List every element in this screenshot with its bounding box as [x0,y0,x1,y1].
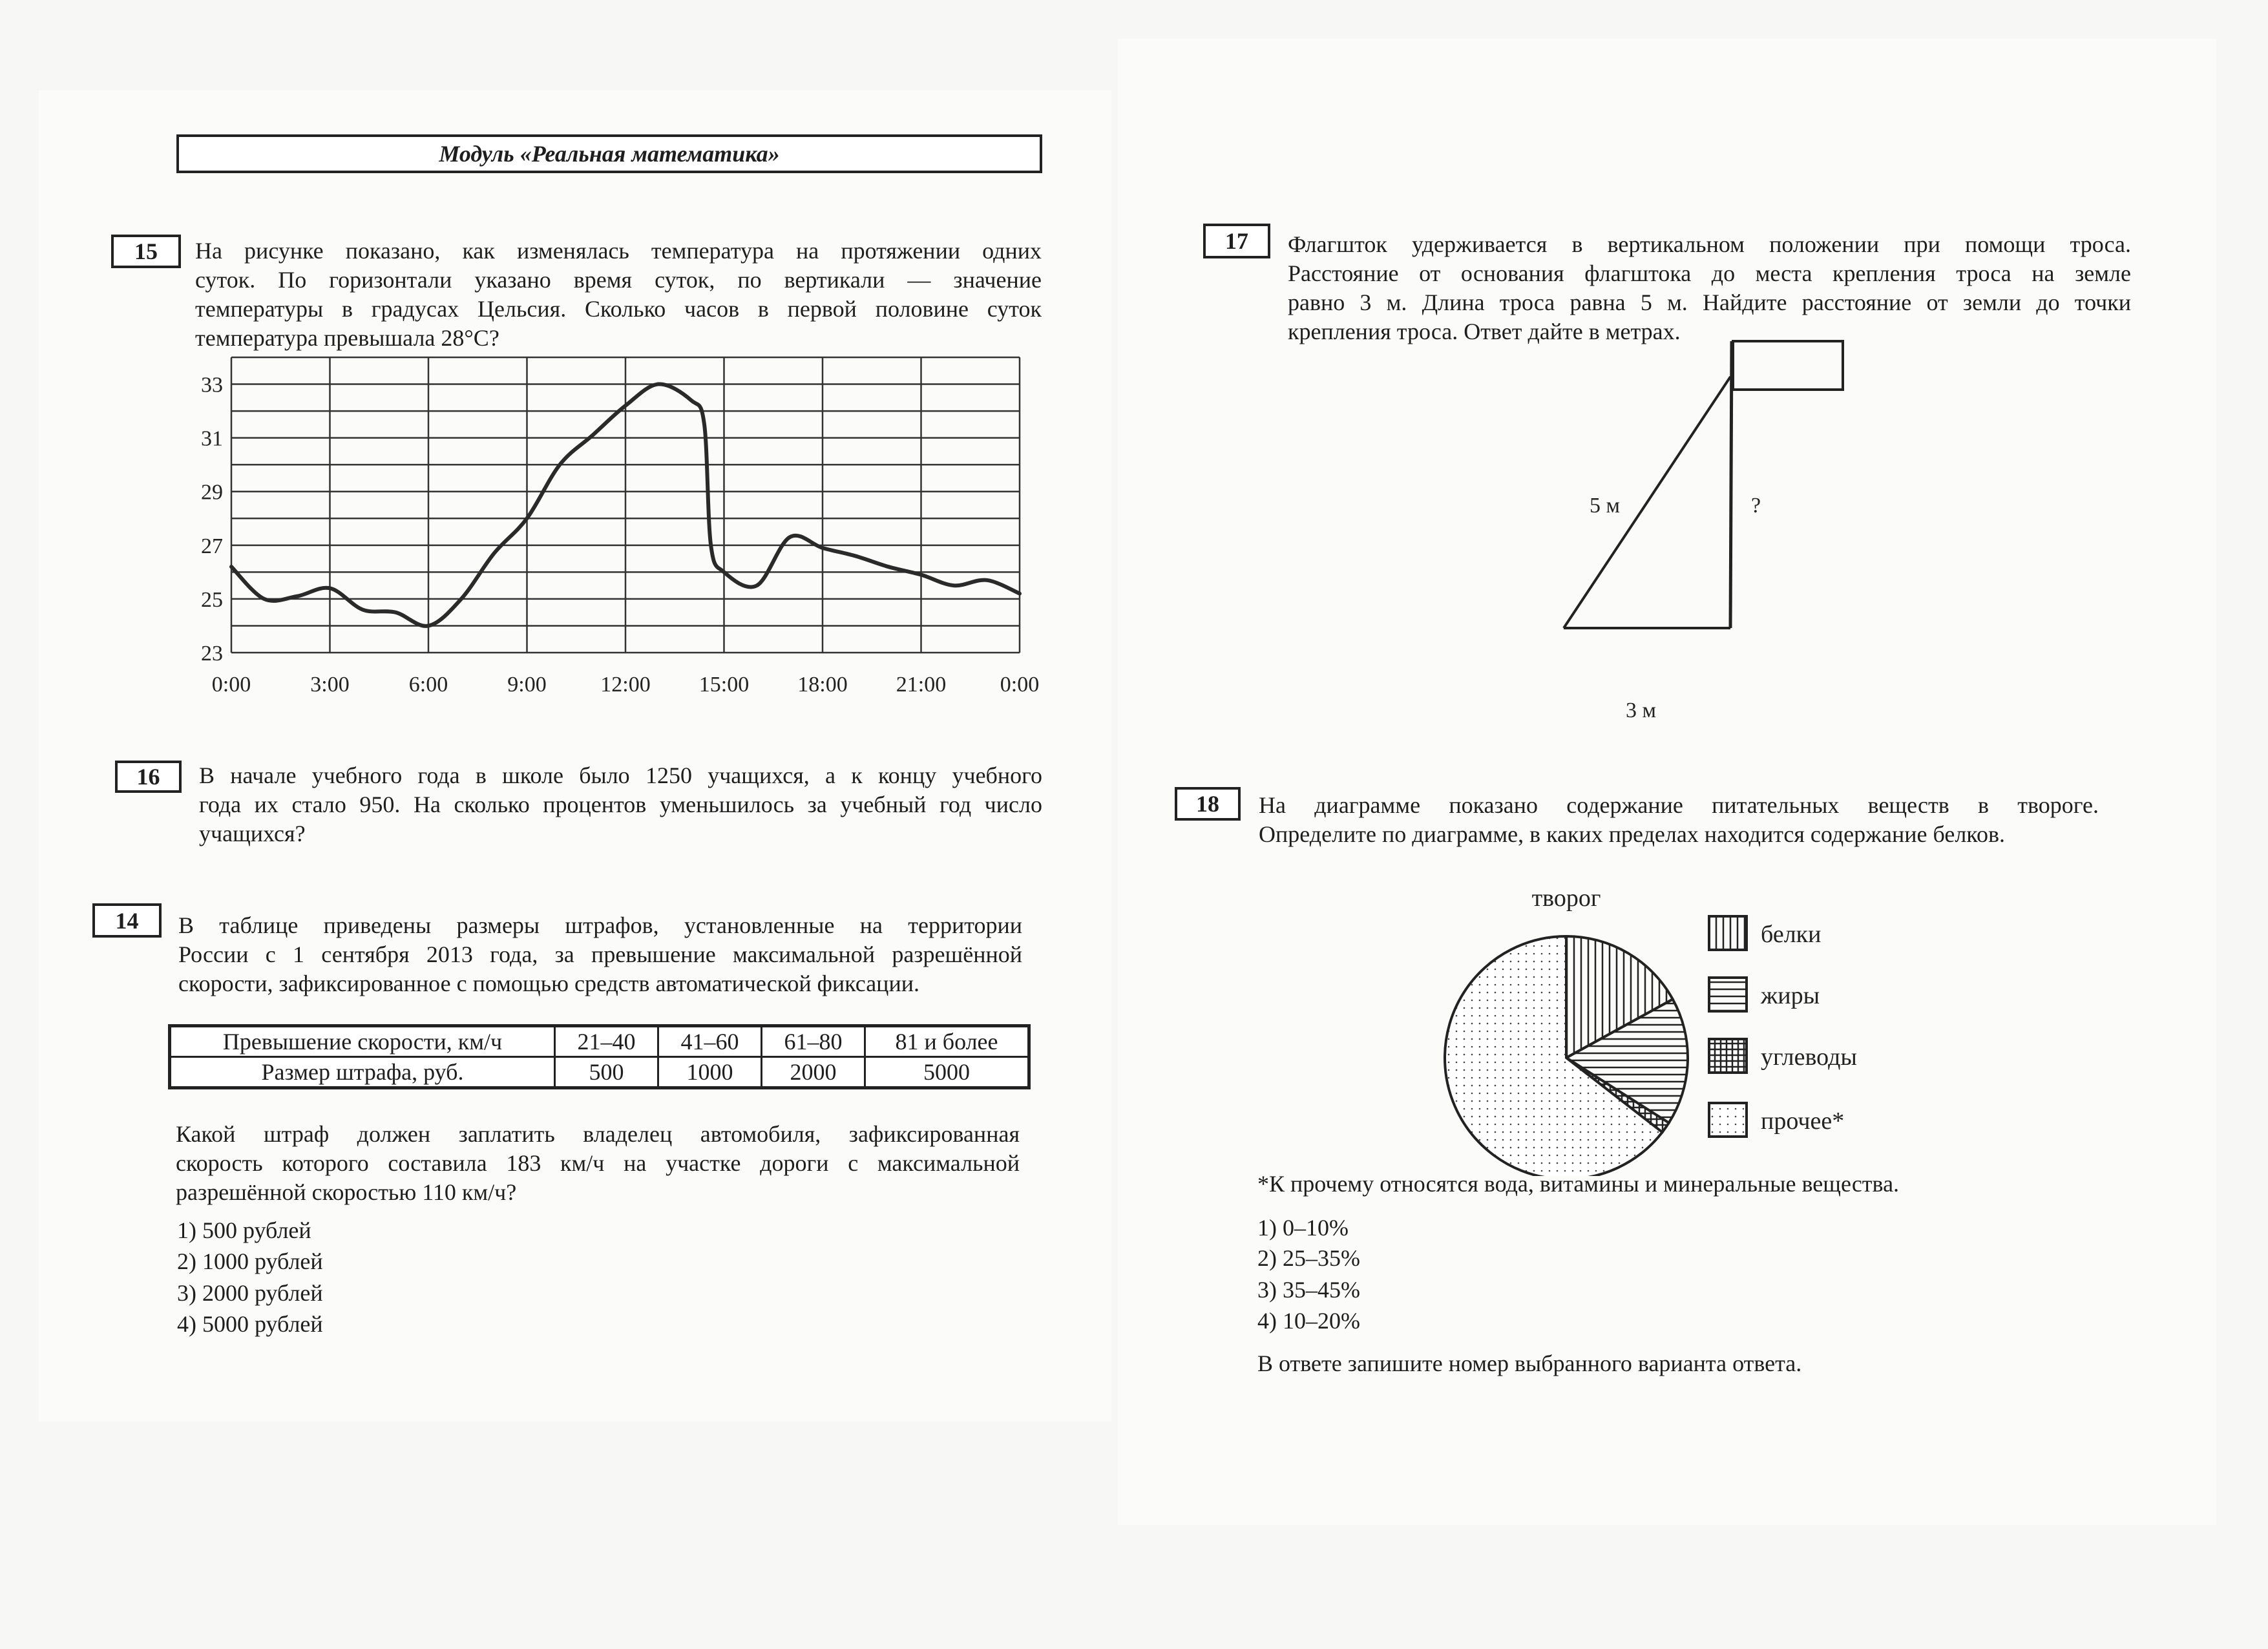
legend-swatch [1709,1039,1747,1073]
x-tick-label: 12:00 [600,673,651,697]
flagpole [1730,341,1732,628]
y-tick-label: 25 [201,587,223,612]
text-line: Какой штраф должен заплатить владелец автомобиля, зафиксированная [176,1121,1020,1147]
text-line: На рисунке показано, как изменялась температура на протяжении одних [195,238,1042,264]
y-tick-label: 27 [201,534,223,558]
table-cell: 5000 [865,1057,1029,1088]
y-tick-label: 33 [201,373,223,397]
x-tick-label: 18:00 [797,673,848,697]
text-line: России с 1 сентября 2013 года, за превышение максимальной разрешённой [178,941,1022,967]
legend-label: жиры [1761,982,1820,1009]
text-line: скорости, зафиксированное с помощью средств автоматической фиксации. [178,971,919,996]
table-cell: 41–60 [658,1026,762,1057]
text-line: равно 3 м. Длина троса равна 5 м. Найдите расстояние от земли до точки [1288,289,2131,315]
table-cell: 2000 [762,1057,865,1088]
problem-number-16: 16 [115,761,182,793]
table-row [170,1026,1029,1057]
pie-footnote: *К прочему относятся вода, витамины и минеральные вещества. [1257,1171,1900,1197]
table-cell: 500 [555,1057,658,1088]
chart-grid [231,357,1020,653]
problem-number-17: 17 [1203,224,1270,258]
x-tick-label: 15:00 [698,673,750,697]
table-cell: 61–80 [762,1026,865,1057]
y-tick-label: 29 [201,480,223,505]
answer-instruction: В ответе запишите номер выбранного варианта ответа. [1257,1350,1802,1376]
answer-option-2: 2) 25–35% [1257,1245,1360,1271]
answer-option-4: 4) 10–20% [1257,1308,1360,1334]
legend-label: прочее* [1761,1108,1845,1135]
pie-slices [1445,936,1688,1176]
table-cell: 21–40 [555,1026,658,1057]
problem-15-text [195,236,1042,353]
module-title: Модуль «Реальная математика» [176,134,1042,173]
x-tick-label: 0:00 [1000,673,1040,697]
answer-option-1: 1) 0–10% [1257,1215,1349,1241]
text-line: температура превышала 28°С? [195,325,499,351]
problem-number-15: 15 [111,235,181,268]
pie-title: творог [1531,885,1601,912]
text-line: В начале учебного года в школе было 1250 учащихся, а к концу учебного [199,762,1042,788]
table-cell: 1000 [658,1057,762,1088]
text-line: разрешённой скоростью 110 км/ч? [176,1179,517,1205]
problem-16-text [199,761,1042,848]
x-tick-label: 0:00 [211,673,251,697]
x-tick-label: 21:00 [896,673,947,697]
x-tick-labels [212,673,1039,697]
table-cell: 81 и более [865,1026,1029,1057]
legend-swatch [1709,1103,1747,1137]
table-row [170,1057,1029,1088]
problem-number-18: 18 [1175,787,1241,821]
flagpole-diagram [1538,330,1887,730]
text-line: учащихся? [199,821,306,846]
y-tick-label: 31 [201,426,223,451]
problem-18-text [1259,791,2099,849]
text-line: На диаграмме показано содержание питательных веществ в твороге. [1259,792,2099,818]
answer-option-3: 3) 2000 рублей [177,1280,323,1306]
problem-17-text [1288,230,2131,346]
pie-legend [1709,916,1857,1137]
nutrient-pie-chart [1422,872,1913,1176]
answer-option-1: 1) 500 рублей [177,1217,311,1243]
rope [1564,377,1730,628]
answer-option-4: 4) 5000 рублей [177,1311,323,1337]
rope-length-label: 5 м [1590,494,1621,518]
answer-option-3: 3) 35–45% [1257,1277,1360,1303]
base-length-label: 3 м [1626,698,1657,722]
legend-swatch [1709,916,1747,950]
legend-label: белки [1761,921,1822,948]
legend-label: углеводы [1761,1044,1857,1071]
text-line: температуры в градусах Цельсия. Сколько часов в первой половине суток [195,296,1042,322]
table-header-cell: Превышение скорости, км/ч [170,1026,555,1057]
text-line: Определите по диаграмме, в каких пределах находится содержание белков. [1259,821,2005,847]
x-tick-label: 6:00 [408,673,448,697]
text-line: крепления троса. Ответ дайте в метрах. [1288,319,1681,344]
fines-table [168,1024,1031,1089]
answer-option-2: 2) 1000 рублей [177,1248,323,1274]
problem-number-14: 14 [92,903,162,938]
text-line: Расстояние от основания флагштока до места крепления троса на земле [1288,260,2131,286]
text-line: Флагшток удерживается в вертикальном положении при помощи троса. [1288,231,2131,257]
text-line: года их стало 950. На сколько процентов уменьшилось за учебный год число [199,792,1042,817]
temperature-chart [187,349,1053,711]
table-header-cell: Размер штрафа, руб. [170,1057,555,1088]
y-tick-label: 23 [201,642,223,666]
problem-14-text [178,911,1022,998]
y-tick-labels [201,373,223,666]
height-unknown-label: ? [1751,494,1761,518]
problem-14-question [176,1120,1020,1207]
text-line: В таблице приведены размеры штрафов, установленные на территории [178,912,1022,938]
flag [1733,341,1843,390]
text-line: суток. По горизонтали указано время суток, по вертикали — значение [195,267,1042,293]
x-tick-label: 3:00 [310,673,350,697]
legend-swatch [1709,978,1747,1011]
x-tick-label: 9:00 [507,673,547,697]
text-line: скорость которого составила 183 км/ч на участке дороги с максимальной [176,1150,1020,1176]
